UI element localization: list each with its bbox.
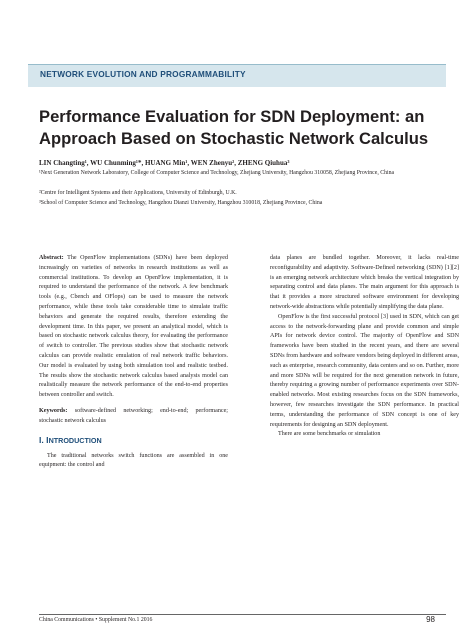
journal-footer: China Communications • Supplement No.1 2016: [39, 617, 153, 623]
abstract-text: The OpenFlow implementations (SDNs) have been deployed increasingly on varieties of networks in research institutions as well as commercial institutions. To develop an OpenFlow implementation, it is required to understand the performance of the network. A few benchmark tools (e.g., Cbench and OFlops) can be used to measure the network performance, while these tools take considerable time to simulate traffic behaviors and generate the required results, therefore extending the development time. In this paper, we present an analytical model, which is based on stochastic network calculus theory, for evaluating the performance of switch to controller. The previous studies show that stochastic network calculus can provide realistic emulation of real network traffic behaviors. Our model is evaluated by using both simulation tool and realistic testbed. The results show the stochastic network calculus based analysis model can realistically measure the network performance of the end-to-end properties between controller and switch.: [39, 255, 228, 399]
right-column: [270, 254, 459, 440]
page-number: 98: [426, 615, 435, 624]
keywords-label: Keywords:: [39, 407, 68, 414]
affiliation-3: ³School of Computer Science and Technology, Hangzhou Dianzi University, Hangzhou 310018, Zhejiang Province, China: [39, 200, 323, 206]
keywords: [39, 407, 228, 427]
abstract-label: Abstract:: [39, 255, 64, 261]
footer-rule: [39, 614, 446, 615]
affiliation-1: ¹Next Generation Network Laboratory, College of Computer Science and Technology, Zhejiang University, Hangzhou 310058, Zhejiang Province, China: [39, 170, 395, 176]
abstract: [39, 254, 228, 401]
body-paragraph-2: OpenFlow is the first successful protocol [3] used in SDN, which can get access to the network-forwarding plane and provide common and simple APIs for network device control. The majority of OpenFlow and SDN frameworks have been studied in the recent years, and there are several SDNs from hardware and software vendors being deployed in different areas, such as enterprise, research community, data centers and so on. Further, more and more SDNs will be required for the next generation network in future, thereby requiring a growing number of performance experiments over SDN-enabled networks. Most existing researches focus on the SDN frameworks, however, few researches investigate the SDN performance. In practical terms, understanding the performance of SDN concept is one of key requirements for designing an SDN deployment.: [270, 313, 459, 428]
section-band: [28, 64, 446, 87]
author-list: LIN Changting¹, WU Chunming¹*, HUANG Min¹, WEN Zhenyu², ZHENG Qiuhua³: [39, 159, 290, 167]
affiliation-2: ²Centre for Intelligent Systems and their Applications, University of Edinburgh, U.K.: [39, 190, 237, 196]
section-heading-introduction: I. INTRODUCTION: [39, 434, 102, 445]
section-band-label: NETWORK EVOLUTION AND PROGRAMMABILITY: [40, 69, 246, 79]
paper-title: Performance Evaluation for SDN Deployment: an Approach Based on Stochastic Network Calculus: [39, 107, 429, 148]
keywords-text: software-defined networking; end-to-end; performance; stochastic network calculus: [39, 407, 228, 424]
left-column: [39, 254, 228, 471]
intro-paragraph: The traditional networks switch functions are assembled in one equipment: the control and: [39, 452, 228, 469]
body-paragraph-3: There are some benchmarks or simulation: [278, 431, 381, 438]
body-paragraph-1: data planes are bundled together. Moreover, it lacks real-time reconfigurability and adaptivity. Software-Defined networking (SDN) [1][2] is an emerging network architecture which breaks the vertical integration by separating control and data planes. The main argument for this approach is that it provides a more structured software environment for developing network-wide abstractions while potentially simplifying the data plane.: [270, 255, 459, 310]
